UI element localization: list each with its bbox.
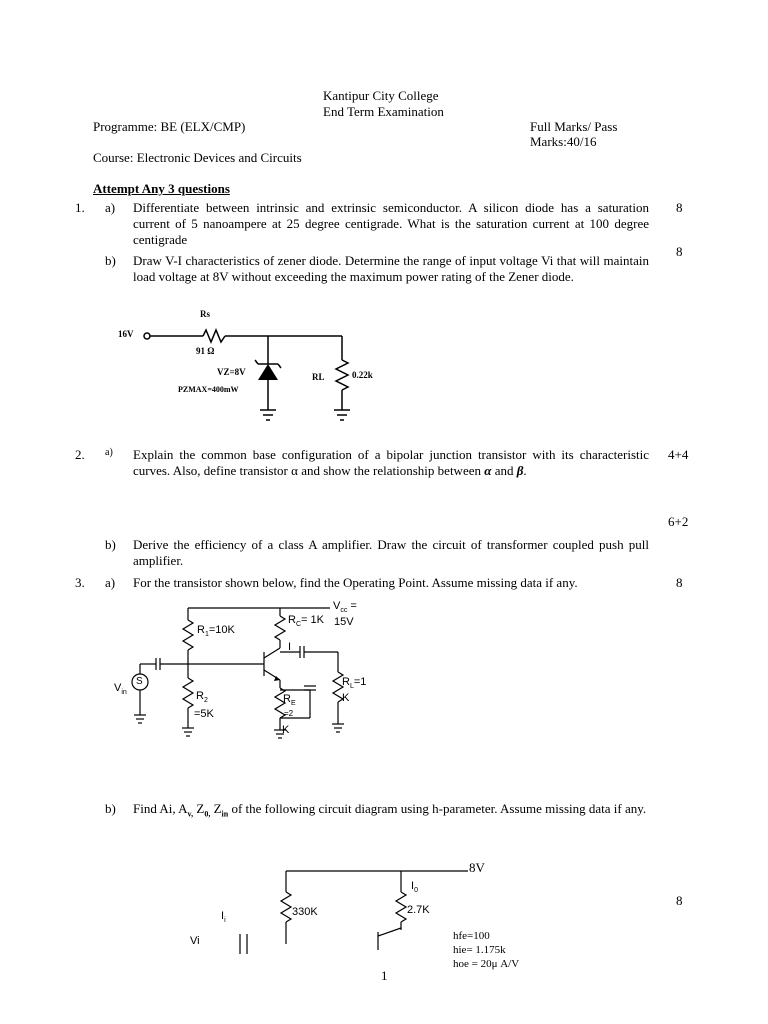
vcc-value: 15V <box>334 616 354 628</box>
vi-label: Vi <box>190 935 200 947</box>
part-label: b) <box>105 537 116 552</box>
hfe-label: hfe=100 <box>453 930 490 942</box>
re-value: =2 <box>284 709 294 718</box>
hie-label: hie= 1.175k <box>453 944 506 956</box>
part-label: b) <box>105 801 116 816</box>
question-text: Explain the common base configuration of a bipolar junction transistor with its characteristic curves. Also, define transistor α and show the relationship between α and β. <box>133 447 649 478</box>
marks: 8 <box>676 893 683 908</box>
re-label: $R_E$ <box>283 693 296 708</box>
marks: 8 <box>676 575 683 590</box>
pz-label: PZMAX=400mW <box>178 385 239 394</box>
io-label: $I_0$ <box>411 880 418 895</box>
marks: 8 <box>676 200 683 215</box>
part-label: a) <box>105 200 116 215</box>
rl-unit: K <box>342 692 350 704</box>
vin-label: $V_{in}$ <box>114 682 127 697</box>
vz-label: VZ=8V <box>217 367 246 377</box>
ic-label: I <box>288 641 292 653</box>
r330-label: 330K <box>292 906 318 918</box>
pass-marks: Marks:40/16 <box>530 134 597 149</box>
marks: 6+2 <box>668 514 689 529</box>
programme: Programme: BE (ELX/CMP) <box>93 119 246 134</box>
question-text: For the transistor shown below, find the Operating Point. Assume missing data if any. <box>133 575 578 590</box>
part-label: b) <box>105 253 116 268</box>
question-number: 3. <box>75 575 85 590</box>
source-symbol: S <box>136 676 143 687</box>
rl-label: RL <box>312 372 325 382</box>
instruction: Attempt Any 3 questions <box>93 181 230 196</box>
college-name: Kantipur City College <box>323 88 439 103</box>
marks: 4+4 <box>668 447 689 462</box>
question-text: Differentiate between intrinsic and extrinsic semiconductor. A silicon diode has a saturation current of 5 nanoampere at 25 degree centigrade. What is the saturation current at 100 degree centigrade <box>133 200 649 247</box>
rs-label: Rs <box>200 309 211 319</box>
r1-label: $R_1=10K$ <box>197 624 235 639</box>
rs-value: 91 Ω <box>196 346 215 356</box>
question-number: 2. <box>75 447 85 462</box>
rl-value: 0.22k <box>352 370 373 380</box>
hoe-label: hoe = 20μ A/V <box>453 958 520 970</box>
question-text: Derive the efficiency of a class A amplifier. Draw the circuit of transformer coupled push pull amplifier. <box>133 537 649 568</box>
marks: 8 <box>676 244 683 259</box>
r2-value: =5K <box>194 708 214 720</box>
question-text: Find Ai, $A_{v,}$ $Z_{0,}$ $Z_{in}$ of the following circuit diagram using h-parameter. Assume missing data if any. <box>133 801 647 819</box>
course: Course: Electronic Devices and Circuits <box>93 150 302 165</box>
rl-label: $R_L=1$ <box>342 676 367 691</box>
rc-label: $R_C= 1K$ <box>288 614 324 629</box>
supply-label: 8V <box>469 860 485 875</box>
question-text: Draw V-I characteristics of zener diode. Determine the range of input voltage Vi that will maintain load voltage at 8V without exceeding the maximum power rating of the Zener diode. <box>133 253 649 284</box>
question-number: 1. <box>75 200 85 215</box>
source-voltage: 16V <box>118 329 134 339</box>
exam-title: End Term Examination <box>323 104 444 119</box>
part-label: a) <box>105 447 113 458</box>
r27-label: 2.7K <box>407 904 430 916</box>
page-number: 1 <box>381 968 388 983</box>
vcc-label: $V_{cc}$ = <box>333 600 357 615</box>
part-label: a) <box>105 575 116 590</box>
full-marks: Full Marks/ Pass <box>530 119 618 134</box>
re-unit: K <box>282 724 290 736</box>
r2-label: $R_2$ <box>196 690 208 705</box>
ii-label: $I_i$ <box>221 910 226 925</box>
